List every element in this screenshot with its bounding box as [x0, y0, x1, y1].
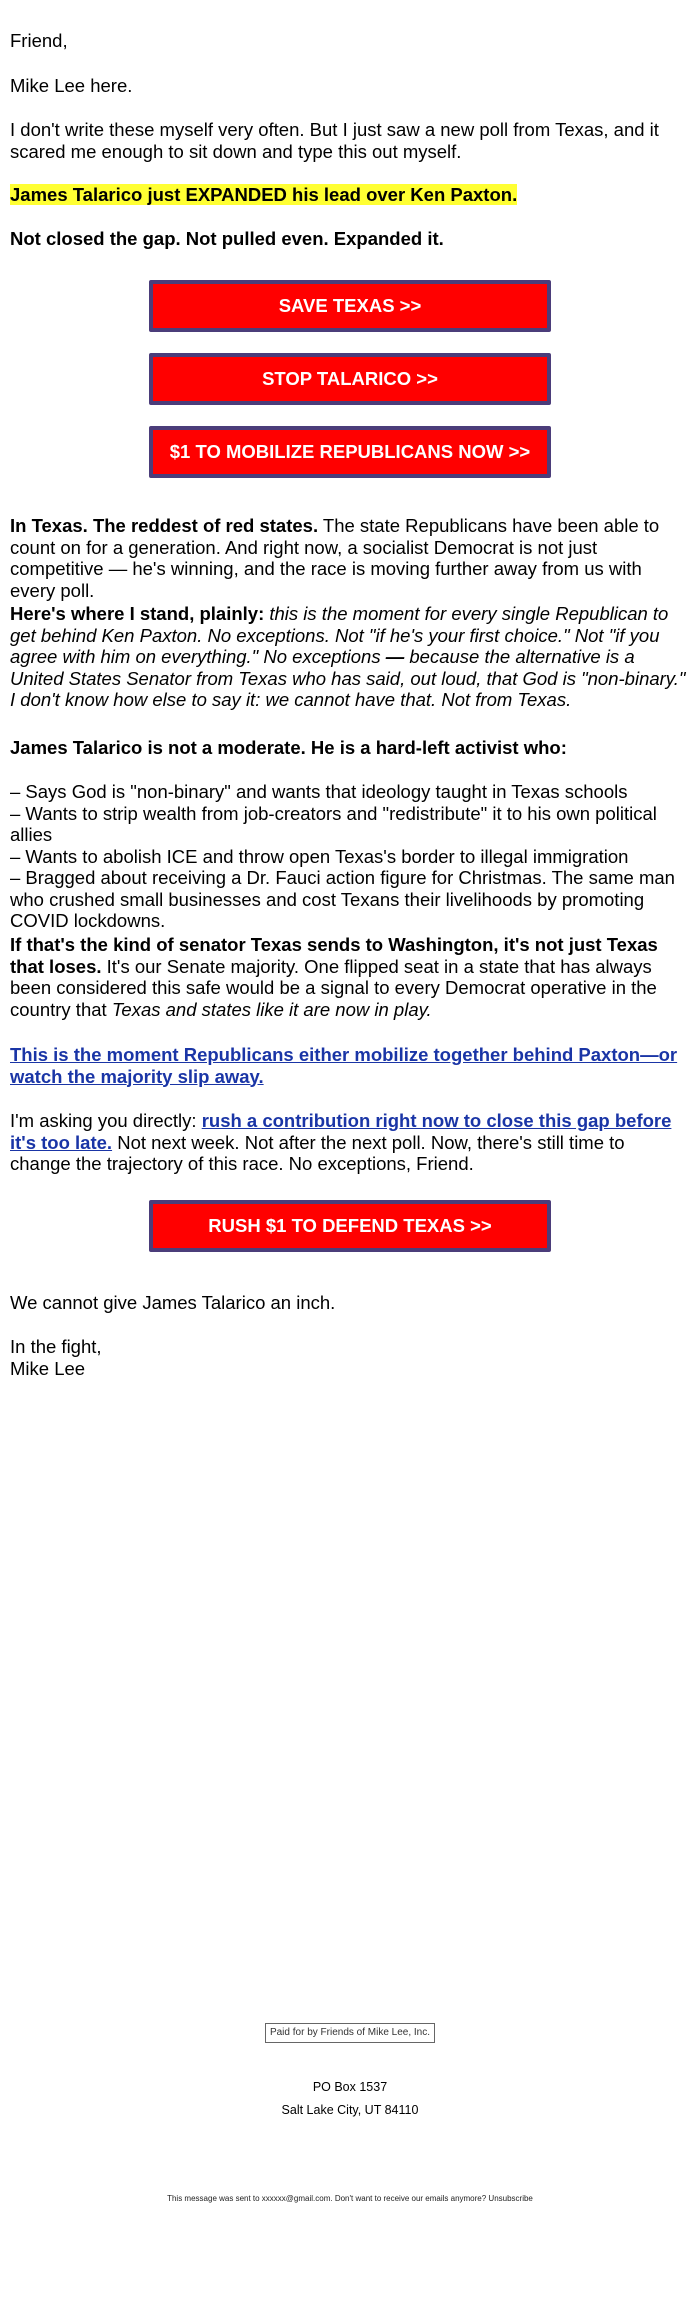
- para-3-dash: —: [380, 646, 410, 667]
- list-item: – Says God is "non-binary" and wants that ideology taught in Texas schools: [10, 781, 628, 802]
- para-3: [10, 603, 690, 711]
- mobilize-button[interactable]: $1 TO MOBILIZE REPUBLICANS NOW >>: [149, 426, 551, 478]
- greeting: Friend,: [10, 30, 68, 51]
- para-4-italic: Texas and states like it are now in play.: [111, 998, 432, 1020]
- para-1: I don't write these myself very often. But I just saw a new poll from Texas, and it scared me enough to sit down and type this out myself.: [10, 119, 659, 162]
- paid-for-disclaimer: Paid for by Friends of Mike Lee, Inc.: [265, 2023, 435, 2043]
- para-3-bold: Here's where I stand, plainly:: [10, 603, 265, 624]
- para-5: [10, 1110, 690, 1175]
- para-4: [10, 934, 690, 1020]
- intro: Mike Lee here.: [10, 75, 133, 96]
- signoff-name: Mike Lee: [10, 1358, 86, 1379]
- rush-donate-button[interactable]: RUSH $1 TO DEFEND TEXAS >>: [149, 1200, 551, 1252]
- list-heading: James Talarico is not a moderate. He is a hard-left activist who:: [10, 737, 567, 758]
- para-2: [10, 515, 690, 601]
- mobilize-link[interactable]: This is the moment Republicans either mobilize together behind Paxton—or watch the majority slip away.: [10, 1044, 678, 1087]
- para-2-rest: The state Republicans have been able to count on for a generation. And right now, a socialist Democrat is not just competitive — he's winning, and the race is moving further away from us with every poll.: [10, 515, 660, 601]
- list-item: – Wants to strip wealth from job-creators and "redistribute" it to his own political allies: [10, 802, 657, 845]
- highlighted-headline: James Talarico just EXPANDED his lead over Ken Paxton.: [10, 184, 518, 205]
- link-paragraph: [10, 1044, 690, 1087]
- list-item: – Wants to abolish ICE and throw open Texas's border to illegal immigration: [10, 845, 629, 867]
- para-4-rest: It's our Senate majority. One flipped seat in a state that has always been considered this safe would be a signal to every Democrat operative in the country that: [10, 955, 657, 1020]
- para-3-italic-b: because the alternative is a United States Senator from Texas who has said, out loud, that God is "non-binary." I don't know how else to say it: we cannot have that. Not from Texas.: [10, 646, 686, 710]
- stop-talarico-button[interactable]: STOP TALARICO >>: [149, 353, 551, 405]
- para-3-italic-a: this is the moment for every single Republican to get behind Ken Paxton. No exceptions. Not "if he's your first choice." Not "if you agree with him on everything." No exceptions: [10, 603, 669, 667]
- save-texas-button[interactable]: SAVE TEXAS >>: [149, 280, 551, 332]
- para-2-bold: In Texas. The reddest of red states.: [10, 515, 319, 536]
- activist-list: [10, 781, 690, 932]
- signoff-line-1: In the fight,: [10, 1336, 102, 1357]
- closing-line: We cannot give James Talarico an inch.: [10, 1292, 336, 1313]
- headline: [10, 184, 517, 206]
- unsubscribe-notice[interactable]: This message was sent to xxxxxx@gmail.com. Don't want to receive our emails anymore? Unsubscribe: [167, 2194, 533, 2203]
- list-item: – Bragged about receiving a Dr. Fauci action figure for Christmas. The same man who crushed small businesses and cost Texans their livelihoods by promoting COVID lockdowns.: [10, 867, 675, 931]
- address-line-2: Salt Lake City, UT 84110: [281, 2103, 419, 2117]
- address-line-1: PO Box 1537: [312, 2080, 388, 2094]
- contribution-link[interactable]: rush a contribution right now to close this gap before it's too late.: [10, 1110, 672, 1153]
- para-5-start: I'm asking you directly:: [10, 1110, 202, 1131]
- subhead: Not closed the gap. Not pulled even. Expanded it.: [10, 228, 444, 249]
- para-4-bold: If that's the kind of senator Texas sends to Washington, it's not just Texas that loses.: [10, 934, 658, 977]
- para-5-rest: Not next week. Not after the next poll. Now, there's still time to change the trajectory of this race. No exceptions, Friend.: [10, 1131, 625, 1174]
